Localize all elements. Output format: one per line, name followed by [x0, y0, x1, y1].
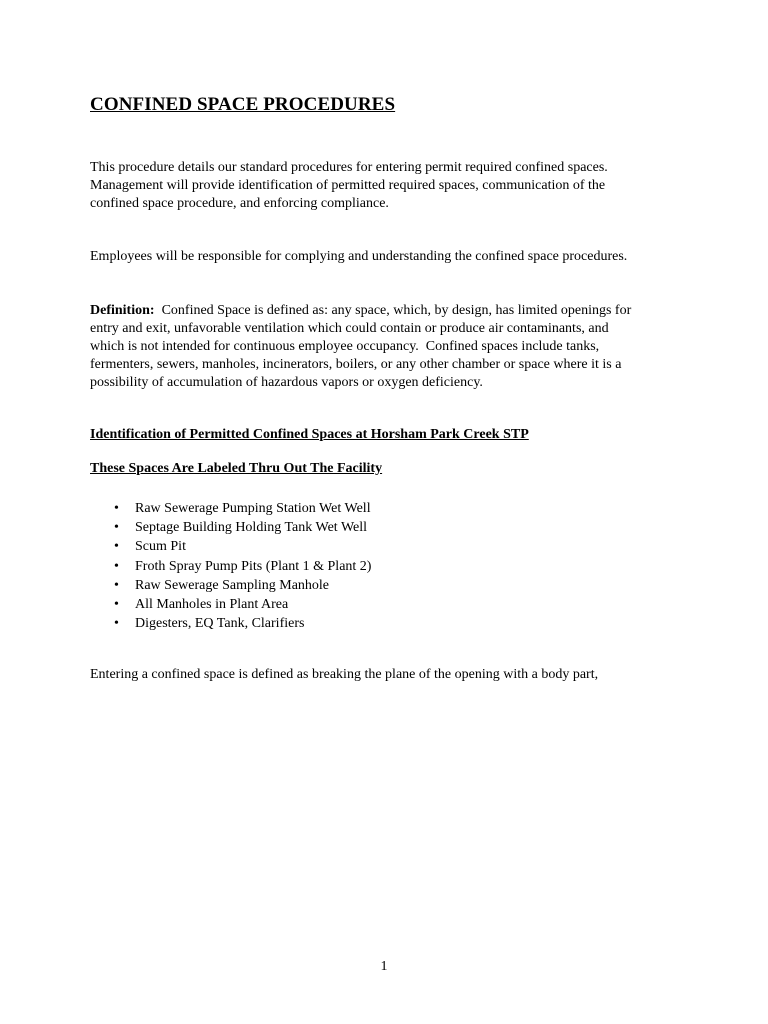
definition-line: which is not intended for continuous employee occupancy. Confined spaces include tanks,	[90, 339, 600, 354]
bullet-icon: •	[114, 539, 119, 555]
list-item-text: All Manholes in Plant Area	[135, 597, 289, 613]
list-item	[90, 576, 371, 595]
entering-paragraph	[90, 666, 690, 684]
employees-line: Employees will be responsible for complying and understanding the confined space procedures.	[90, 249, 628, 264]
bullet-icon: •	[114, 577, 119, 593]
bullet-icon: •	[114, 597, 119, 613]
entering-line: Entering a confined space is defined as breaking the plane of the opening with a body part,	[90, 667, 599, 682]
list-item-text: Froth Spray Pump Pits (Plant 1 & Plant 2)	[135, 558, 372, 574]
list-item	[90, 595, 371, 614]
definition-line: entry and exit, unfavorable ventilation which could contain or produce air contaminants, and	[90, 321, 609, 336]
intro-line: This procedure details our standard procedures for entering permit required confined spaces.	[90, 160, 608, 175]
definition-line: fermenters, sewers, manholes, incinerators, boilers, or any other chamber or space where it is a	[90, 357, 622, 372]
list-item	[90, 537, 371, 556]
list-item-text: Septage Building Holding Tank Wet Well	[135, 520, 368, 536]
definition-line: possibility of accumulation of hazardous vapors or oxygen deficiency.	[90, 375, 483, 390]
definition-paragraph	[90, 302, 690, 392]
employees-paragraph	[90, 248, 690, 266]
page-title: CONFINED SPACE PROCEDURES	[90, 94, 396, 115]
identification-heading: Identification of Permitted Confined Spaces at Horsham Park Creek STP	[90, 427, 529, 442]
definition-first-line	[90, 302, 690, 320]
definition-label: Definition:	[90, 303, 155, 318]
intro-line: Management will provide identification of permitted required spaces, communication of the	[90, 178, 606, 193]
intro-paragraph	[90, 159, 690, 213]
list-item-text: Raw Sewerage Sampling Manhole	[135, 577, 330, 593]
page-number: 1	[380, 959, 388, 974]
bullet-icon: •	[114, 558, 119, 574]
definition-first-line-text: Confined Space is defined as: any space, which, by design, has limited openings for	[154, 303, 632, 318]
list-item	[90, 499, 371, 518]
list-item	[90, 518, 371, 537]
intro-line: confined space procedure, and enforcing compliance.	[90, 196, 389, 211]
list-item	[90, 614, 371, 633]
bullet-icon: •	[114, 616, 119, 632]
bullet-icon: •	[114, 501, 119, 516]
labeled-spaces-heading: These Spaces Are Labeled Thru Out The Facility	[90, 461, 383, 476]
list-item	[90, 557, 371, 576]
list-item-text: Digesters, EQ Tank, Clarifiers	[135, 616, 305, 632]
list-item-text: Scum Pit	[135, 539, 186, 555]
list-item-text: Raw Sewerage Pumping Station Wet Well	[135, 501, 371, 516]
confined-spaces-list	[90, 499, 371, 633]
bullet-icon: •	[114, 520, 119, 536]
